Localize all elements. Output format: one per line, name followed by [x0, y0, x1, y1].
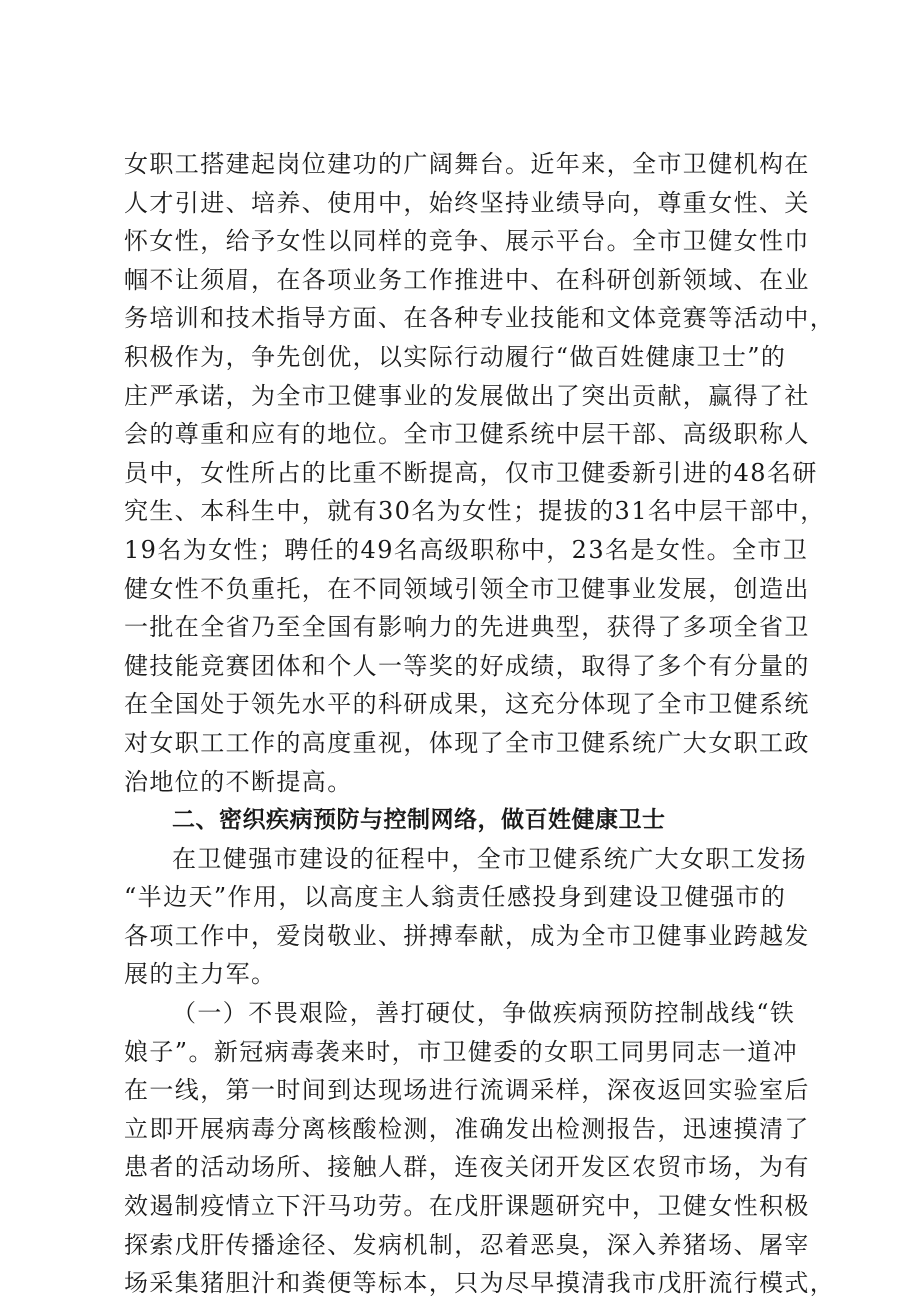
text-line: 健技能竞赛团体和个人一等奖的好成绩，取得了多个有分量的: [124, 651, 810, 680]
paragraph-health-city-construction: [124, 840, 810, 994]
text-line: 怀女性，给予女性以同样的竞争、展示平台。全市卫健女性巾: [124, 227, 810, 256]
text-line: 对女职工工作的高度重视，体现了全市卫健系统广大女职工政: [124, 728, 810, 757]
text-line: 展的主力军。: [124, 960, 277, 989]
text-line: 患者的活动场所、接触人群，连夜关闭开发区农贸市场，为有: [124, 1153, 810, 1182]
paragraph-women-workers-roles: [124, 145, 836, 801]
section-heading-2: 二、密织疾病预防与控制网络，做百姓健康卫士: [172, 807, 666, 834]
text-line: 人才引进、培养、使用中，始终坚持业绩导向，尊重女性、关: [124, 188, 810, 217]
text-line: 会的尊重和应有的地位。全市卫健系统中层干部、高级职称人: [124, 420, 810, 449]
text-line: 一批在全省乃至全国有影响力的先进典型，获得了多项全省卫: [124, 613, 810, 642]
text-line: 究生、本科生中，就有30名为女性；提拔的31名中层干部中，: [124, 497, 826, 526]
text-line: 效遏制疫情立下汗马功劳。在戊肝课题研究中，卫健女性积极: [124, 1192, 810, 1221]
text-line: 在一线，第一时间到达现场进行流调采样，深夜返回实验室后: [124, 1076, 810, 1105]
text-line: 立即开展病毒分离核酸检测，准确发出检测报告，迅速摸清了: [124, 1114, 810, 1143]
document-body: [124, 145, 836, 1303]
text-line: 积极作为，争先创优，以实际行动履行“做百姓健康卫士”的: [124, 342, 787, 371]
text-line: 探索戊肝传播途径、发病机制，忍着恶臭，深入养猪场、屠宰: [124, 1230, 810, 1259]
text-line: 健女性不负重托，在不同领域引领全市卫健事业发展，创造出: [124, 574, 810, 603]
paragraph-epidemic-prevention: [124, 994, 836, 1303]
text-line: 19名为女性；聘任的49名高级职称中，23名是女性。全市卫: [124, 535, 809, 564]
text-line: 务培训和技术指导方面、在各种专业技能和文体竞赛等活动中，: [124, 304, 836, 333]
text-line: 治地位的不断提高。: [124, 767, 353, 796]
text-line: 庄严承诺，为全市卫健事业的发展做出了突出贡献，赢得了社: [124, 381, 810, 410]
text-line: 帼不让须眉，在各项业务工作推进中、在科研创新领域、在业: [124, 265, 810, 294]
text-line: 女职工搭建起岗位建功的广阔舞台。近年来，全市卫健机构在: [124, 150, 810, 178]
text-line: 娘子”。新冠病毒袭来时，市卫健委的女职工同男同志一道冲: [124, 1037, 799, 1066]
text-line: 在卫健强市建设的征程中，全市卫健系统广大女职工发扬: [172, 844, 807, 873]
text-line: 各项工作中，爱岗敬业、拼搏奉献，成为全市卫健事业跨越发: [124, 921, 810, 950]
text-line: “半边天”作用，以高度主人翁责任感投身到建设卫健强市的: [124, 883, 787, 912]
text-line: （一）不畏艰险，善打硬仗，争做疾病预防控制战线“铁: [172, 999, 796, 1028]
text-line: 员中，女性所占的比重不断提高，仅市卫健委新引进的48名研: [124, 458, 818, 487]
text-line: 在全国处于领先水平的科研成果，这充分体现了全市卫健系统: [124, 690, 810, 719]
text-line: 场采集猪胆汁和粪便等标本，只为尽早摸清我市戊肝流行模式，: [124, 1269, 836, 1298]
